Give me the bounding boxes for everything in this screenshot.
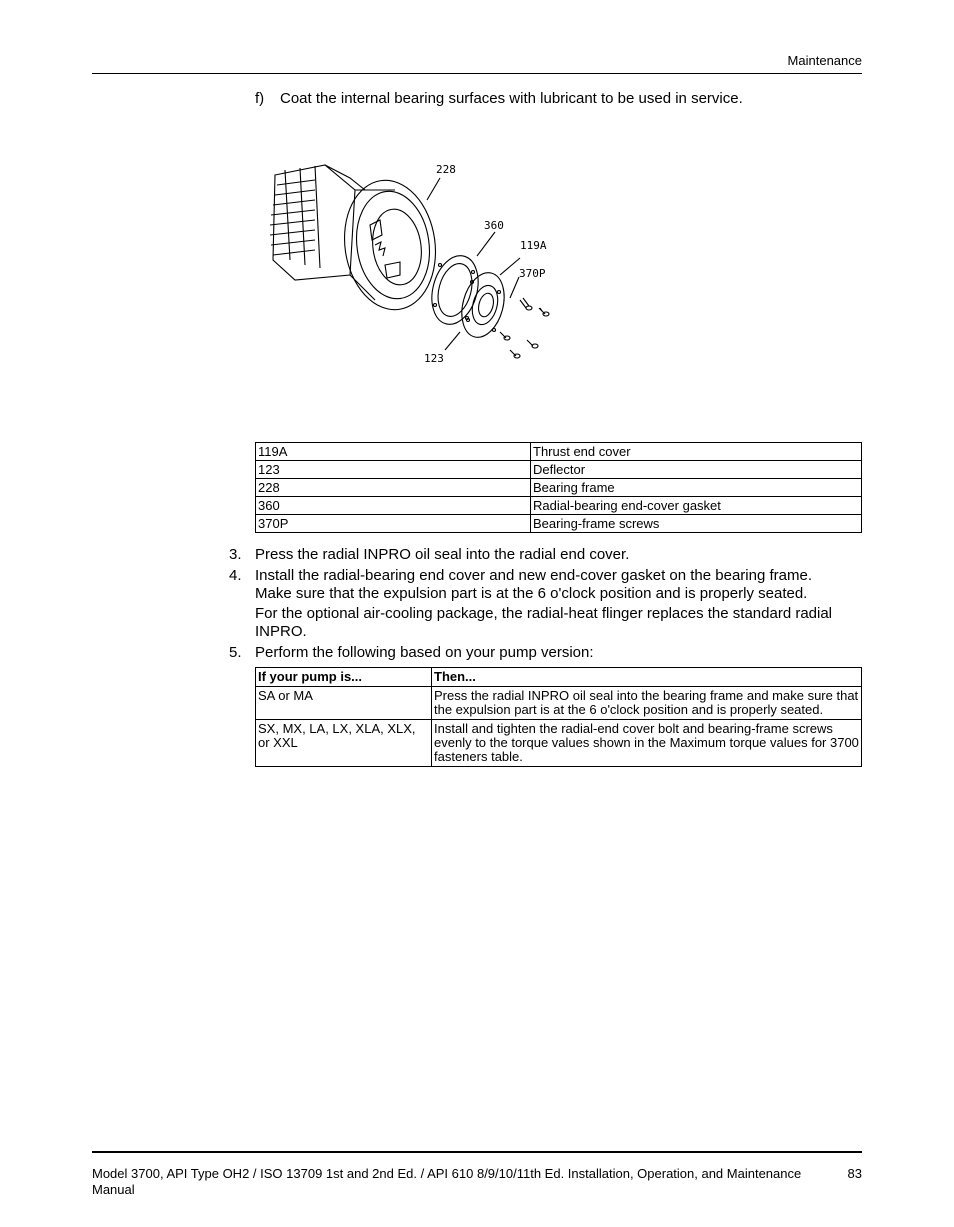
table-row bbox=[256, 515, 862, 533]
part-number: 228 bbox=[256, 479, 531, 497]
part-description: Deflector bbox=[531, 461, 862, 479]
column-header-action: Then... bbox=[432, 668, 862, 687]
step-f bbox=[255, 90, 743, 107]
callout-228: 228 bbox=[436, 163, 456, 176]
action-text: Press the radial INPRO oil seal into the bearing frame and make sure that the expulsion part is at the 6 o'clock position and is properly seated. bbox=[432, 687, 862, 720]
step-f-text: Coat the internal bearing surfaces with lubricant to be used in service. bbox=[280, 90, 743, 107]
part-number: 370P bbox=[256, 515, 531, 533]
callout-370P: 370P bbox=[519, 267, 546, 280]
part-description: Thrust end cover bbox=[531, 443, 862, 461]
footer-manual-title: Model 3700, API Type OH2 / ISO 13709 1st and 2nd Ed. / API 610 8/9/10/11th Ed. Installation, Operation, and Maintenance Manual bbox=[92, 1166, 802, 1197]
table-row bbox=[256, 497, 862, 515]
table-row bbox=[256, 687, 862, 720]
header-rule bbox=[92, 73, 862, 74]
step-text: Perform the following based on your pump version: bbox=[255, 644, 594, 661]
table-row bbox=[256, 720, 862, 767]
step-f-label: f) bbox=[255, 90, 265, 107]
table-row bbox=[256, 461, 862, 479]
bearing-frame-exploded-figure bbox=[255, 150, 595, 380]
header-section-title: Maintenance bbox=[787, 53, 862, 68]
table-row bbox=[256, 443, 862, 461]
column-header-condition: If your pump is... bbox=[256, 668, 432, 687]
step-note: For the optional air-cooling package, the radial-heat flinger replaces the standard radial INPRO. bbox=[255, 605, 833, 640]
action-text: Install and tighten the radial-end cover bolt and bearing-frame screws evenly to the torque values shown in the Maximum torque values for 3700 fasteners table. bbox=[432, 720, 862, 767]
part-description: Radial-bearing end-cover gasket bbox=[531, 497, 862, 515]
part-number: 119A bbox=[256, 443, 531, 461]
part-number: 360 bbox=[256, 497, 531, 515]
footer-rule bbox=[92, 1151, 862, 1153]
pump-version: SX, MX, LA, LX, XLA, XLX, or XXL bbox=[256, 720, 432, 767]
callout-123: 123 bbox=[424, 352, 444, 365]
step-4 bbox=[229, 567, 849, 641]
callout-119A: 119A bbox=[520, 239, 547, 252]
pump-version-table bbox=[255, 667, 862, 767]
step-text: Press the radial INPRO oil seal into the radial end cover. bbox=[255, 546, 630, 563]
procedure-steps bbox=[229, 546, 849, 665]
part-number: 123 bbox=[256, 461, 531, 479]
table-header-row bbox=[256, 668, 862, 687]
step-number: 3. bbox=[229, 546, 242, 563]
parts-table bbox=[255, 442, 862, 533]
page-number: 83 bbox=[847, 1166, 862, 1181]
table-row bbox=[256, 479, 862, 497]
part-description: Bearing-frame screws bbox=[531, 515, 862, 533]
pump-version: SA or MA bbox=[256, 687, 432, 720]
step-number: 5. bbox=[229, 644, 242, 661]
step-number: 4. bbox=[229, 567, 242, 584]
step-3 bbox=[229, 546, 849, 564]
callout-360: 360 bbox=[484, 219, 504, 232]
step-5 bbox=[229, 644, 849, 662]
step-text: Install the radial-bearing end cover and new end-cover gasket on the bearing frame. Make sure that the expulsion part is at the 6 o'clock position and is properly seated. bbox=[255, 567, 812, 602]
part-description: Bearing frame bbox=[531, 479, 862, 497]
